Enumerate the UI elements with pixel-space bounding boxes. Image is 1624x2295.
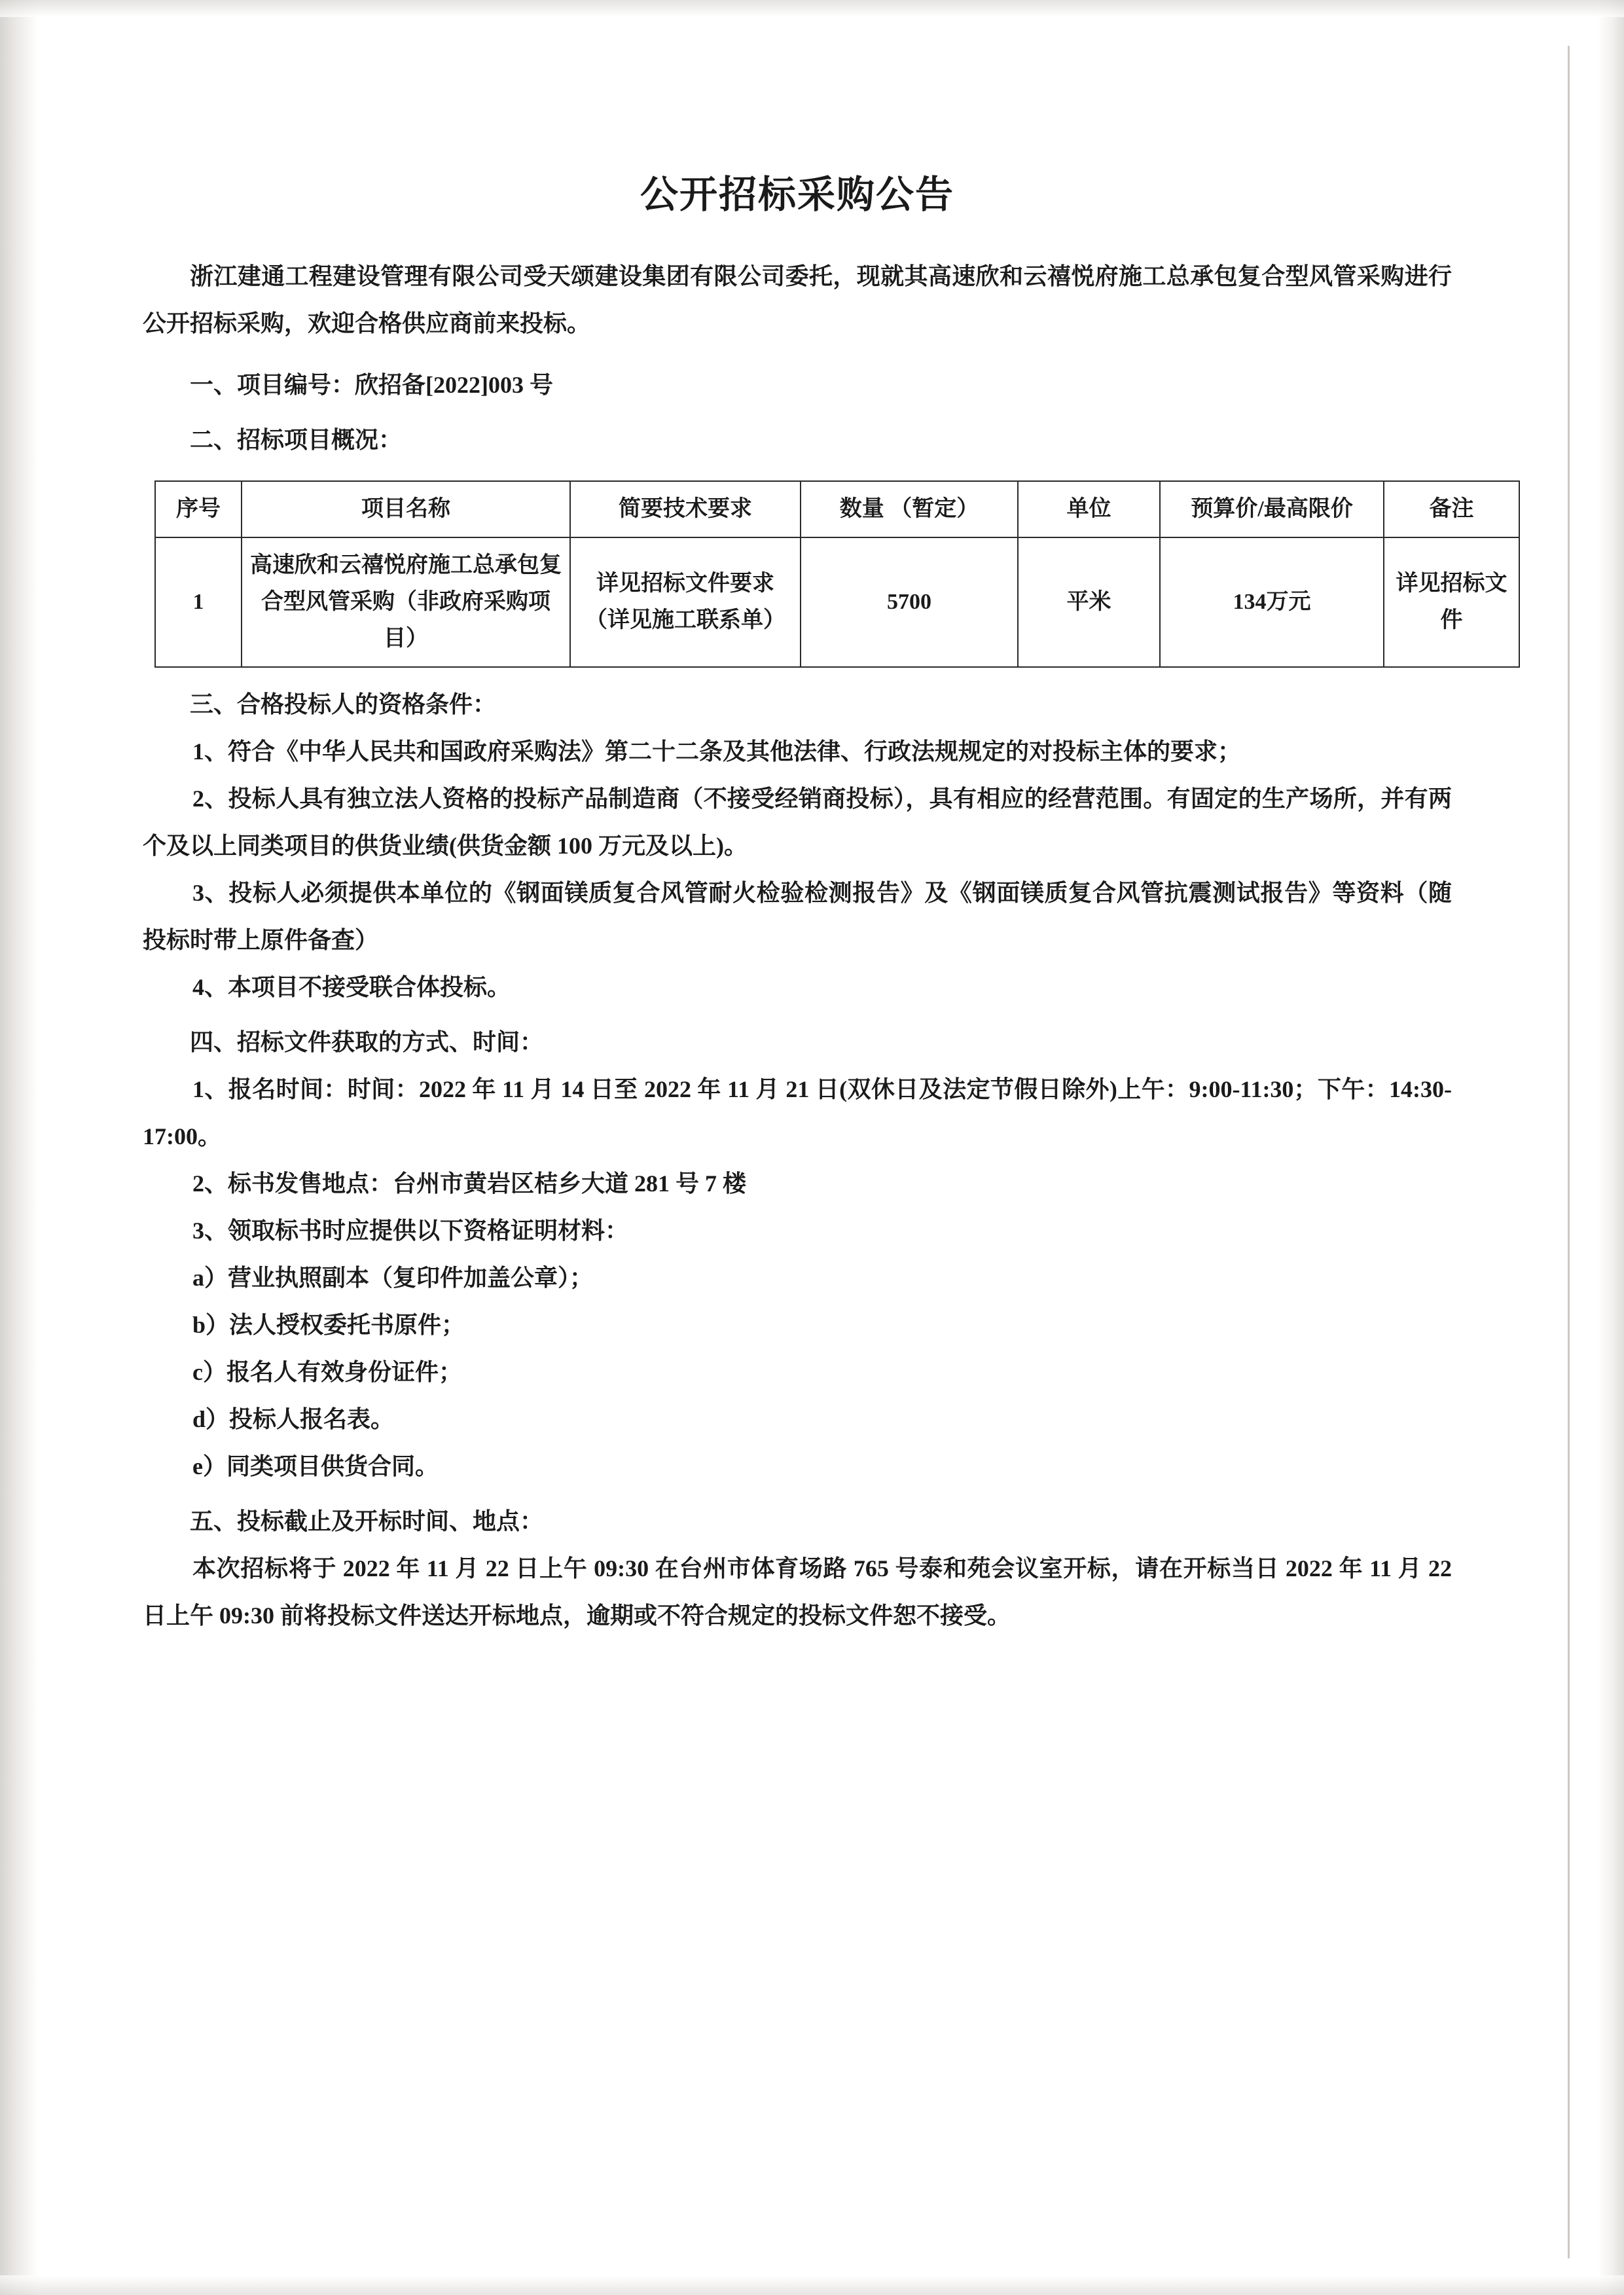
qualification-item-2: 2、投标人具有独立法人资格的投标产品制造商（不接受经销商投标），具有相应的经营范围。有固定的生产场所，并有两个及以上同类项目的供货业绩(供货金额 100 万元及以上)。 xyxy=(143,786,1452,859)
section-qualification: 三、合格投标人的资格条件： xyxy=(190,691,497,718)
column-header-tech: 简要技术要求 xyxy=(570,481,801,537)
cell-remark: 详见招标文件 xyxy=(1384,537,1519,667)
cell-no: 1 xyxy=(155,537,242,667)
scan-edge-right xyxy=(1598,0,1624,2295)
qualification-item-1: 1、符合《中华人民共和国政府采购法》第二十二条及其他法律、行政法规规定的对投标主体的要求； xyxy=(192,738,1242,765)
scan-fold-line xyxy=(1568,46,1570,2258)
column-header-name: 项目名称 xyxy=(242,481,570,537)
cell-unit: 平米 xyxy=(1018,537,1160,667)
bid-deadline-detail: 本次招标将于 2022 年 11 月 22 日上午 09:30 在台州市体育场路 765 号泰和苑会议室开标，请在开标当日 2022 年 11 月 22 日上午 09:30 前将投标文件送达开标地点，逾期或不符合规定的投标文件恕不接受。 xyxy=(143,1555,1452,1629)
acquisition-item-3a: a）营业执照副本（复印件加盖公章）； xyxy=(192,1265,594,1292)
acquisition-item-1: 1、报名时间：时间：2022 年 11 月 14 日至 2022 年 11 月 21 日(双休日及法定节假日除外)上午：9:00-11:30；下午：14:30-17:00。 xyxy=(143,1076,1452,1150)
page-title: 公开招标采购公告 xyxy=(640,173,954,216)
qualification-item-4: 4、本项目不接受联合体投标。 xyxy=(192,974,511,1001)
table-header-row xyxy=(155,481,1519,537)
document-content xyxy=(143,164,1507,1639)
scan-edge-top xyxy=(0,0,1624,17)
acquisition-item-3: 3、领取标书时应提供以下资格证明材料： xyxy=(192,1218,629,1244)
cell-qty: 5700 xyxy=(801,537,1018,667)
cell-price: 134万元 xyxy=(1160,537,1384,667)
section-bid-deadline: 五、投标截止及开标时间、地点： xyxy=(190,1508,544,1535)
section-project-overview: 二、招标项目概况： xyxy=(190,427,403,453)
acquisition-item-3c: c）报名人有效身份证件； xyxy=(192,1359,462,1386)
acquisition-item-2: 2、标书发售地点：台州市黄岩区桔乡大道 281 号 7 楼 xyxy=(192,1170,747,1197)
acquisition-item-3d: d）投标人报名表。 xyxy=(192,1406,395,1433)
section-project-number: 一、项目编号：欣招备[2022]003 号 xyxy=(190,372,553,398)
table-row xyxy=(155,537,1519,667)
qualification-item-3: 3、投标人必须提供本单位的《钢面镁质复合风管耐火检验检测报告》及《钢面镁质复合风管抗震测试报告》等资料（随投标时带上原件备查） xyxy=(143,880,1452,954)
scan-edge-bottom xyxy=(0,2275,1624,2295)
column-header-qty: 数量 （暂定） xyxy=(801,481,1018,537)
intro-paragraph: 浙江建通工程建设管理有限公司受天颂建设集团有限公司委托，现就其高速欣和云禧悦府施工总承包复合型风管采购进行公开招标采购，欢迎合格供应商前来投标。 xyxy=(143,263,1452,336)
acquisition-item-3b: b）法人授权委托书原件； xyxy=(192,1312,465,1339)
column-header-unit: 单位 xyxy=(1018,481,1160,537)
column-header-price: 预算价/最高限价 xyxy=(1160,481,1384,537)
project-overview-table xyxy=(154,480,1520,668)
cell-name: 高速欣和云禧悦府施工总承包复合型风管采购（非政府采购项目） xyxy=(242,537,570,667)
column-header-remark: 备注 xyxy=(1384,481,1519,537)
section-document-acquisition: 四、招标文件获取的方式、时间： xyxy=(190,1029,544,1056)
scan-edge-left xyxy=(0,0,38,2295)
acquisition-item-3e: e）同类项目供货合同。 xyxy=(192,1453,439,1480)
column-header-no: 序号 xyxy=(155,481,242,537)
cell-tech: 详见招标文件要求（详见施工联系单） xyxy=(570,537,801,667)
